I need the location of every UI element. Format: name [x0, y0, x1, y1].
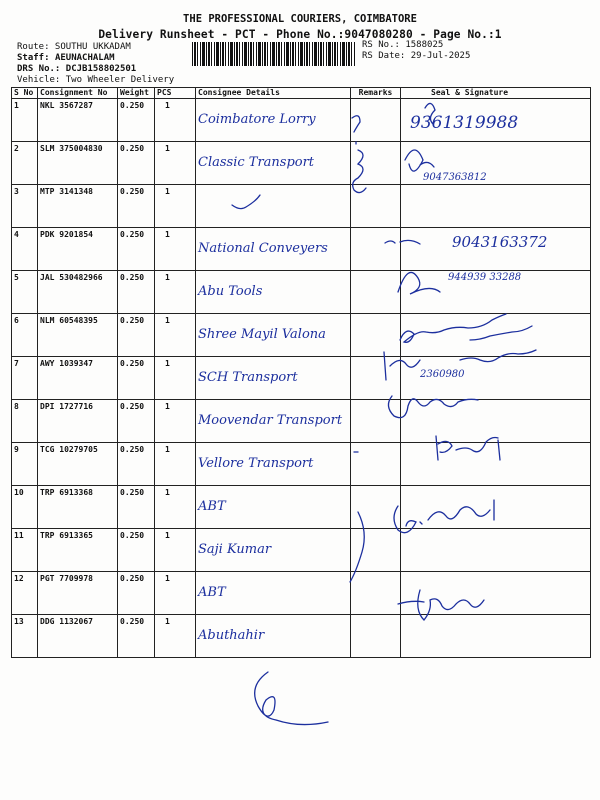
handwritten-consignee: Coimbatore Lorry: [198, 112, 316, 127]
col-seal-signature: Seal & Signature: [401, 88, 591, 99]
meta-right: [362, 40, 470, 62]
remarks-cell: [351, 271, 401, 314]
pcs-cell: 1: [155, 142, 196, 185]
consignment-cell: TRP 6913365: [38, 529, 118, 572]
sno-cell: 12: [12, 572, 38, 615]
handwritten-consignee: Moovendar Transport: [198, 413, 343, 428]
vehicle-line: Vehicle: Two Wheeler Delivery: [17, 75, 175, 85]
sno-cell: 7: [12, 357, 38, 400]
remarks-cell: [351, 357, 401, 400]
signature-cell: [401, 615, 591, 658]
phone-row7: 2360980: [420, 369, 465, 380]
consignee-cell: [196, 529, 351, 572]
table-row: [12, 572, 591, 615]
handwritten-consignee: SCH Transport: [198, 370, 298, 385]
consignee-cell: [196, 142, 351, 185]
signature-cell: [401, 142, 591, 185]
sno-cell: 9: [12, 443, 38, 486]
meta-left: [17, 42, 174, 86]
consignment-cell: NLM 60548395: [38, 314, 118, 357]
phone-row4: 9043163372: [452, 233, 548, 251]
pcs-cell: 1: [155, 572, 196, 615]
table-row: [12, 99, 591, 142]
sno-cell: 4: [12, 228, 38, 271]
signature-cell: [401, 228, 591, 271]
pcs-cell: 1: [155, 529, 196, 572]
consignment-cell: PGT 7709978: [38, 572, 118, 615]
table-row: [12, 357, 591, 400]
pcs-cell: 1: [155, 271, 196, 314]
consignment-cell: TCG 10279705: [38, 443, 118, 486]
pcs-cell: 1: [155, 400, 196, 443]
handwritten-consignee: Saji Kumar: [198, 542, 272, 557]
weight-cell: 0.250: [118, 314, 155, 357]
handwritten-consignee: Abuthahir: [198, 628, 265, 643]
handwritten-consignee: National Conveyers: [198, 241, 328, 256]
signature-cell: [401, 486, 591, 529]
consignee-cell: [196, 185, 351, 228]
weight-cell: 0.250: [118, 572, 155, 615]
table-row: [12, 142, 591, 185]
handwritten-consignee: Classic Transport: [198, 155, 315, 170]
pcs-cell: 1: [155, 443, 196, 486]
sno-cell: 3: [12, 185, 38, 228]
consignee-cell: [196, 357, 351, 400]
col-consignee: Consignee Details: [196, 88, 351, 99]
table-row: [12, 228, 591, 271]
company-title: THE PROFESSIONAL COURIERS, COIMBATORE: [183, 13, 417, 25]
weight-cell: 0.250: [118, 228, 155, 271]
table-header-row: [12, 88, 591, 99]
sno-cell: 10: [12, 486, 38, 529]
consignee-cell: [196, 615, 351, 658]
sno-cell: 6: [12, 314, 38, 357]
signature-cell: [401, 357, 591, 400]
remarks-cell: [351, 185, 401, 228]
consignee-cell: [196, 271, 351, 314]
remarks-cell: [351, 142, 401, 185]
consignee-cell: [196, 228, 351, 271]
consignee-cell: [196, 486, 351, 529]
table-row: [12, 529, 591, 572]
remarks-cell: [351, 228, 401, 271]
weight-cell: 0.250: [118, 142, 155, 185]
col-remarks: Remarks: [351, 88, 401, 99]
weight-cell: 0.250: [118, 529, 155, 572]
weight-cell: 0.250: [118, 271, 155, 314]
bottom-scribble: [255, 672, 328, 725]
signature-cell: [401, 572, 591, 615]
signature-cell: [401, 529, 591, 572]
route-line: Route: SOUTHU UKKADAM: [17, 42, 131, 52]
table-row: [12, 185, 591, 228]
table-row: [12, 314, 591, 357]
table-row: [12, 443, 591, 486]
col-sno: S No: [12, 88, 38, 99]
weight-cell: 0.250: [118, 443, 155, 486]
weight-cell: 0.250: [118, 615, 155, 658]
rs-date: RS Date: 29-Jul-2025: [362, 51, 471, 61]
col-consignment-no: Consignment No: [38, 88, 118, 99]
col-weight: Weight: [118, 88, 155, 99]
consignment-cell: SLM 375004830: [38, 142, 118, 185]
consignee-cell: [196, 572, 351, 615]
table-row: [12, 271, 591, 314]
table-row: [12, 486, 591, 529]
pcs-cell: 1: [155, 615, 196, 658]
pcs-cell: 1: [155, 99, 196, 142]
consignee-cell: [196, 314, 351, 357]
consignee-cell: [196, 400, 351, 443]
drs-line: DRS No.: DCJB158802501: [17, 64, 137, 74]
remarks-cell: [351, 443, 401, 486]
remarks-cell: [351, 615, 401, 658]
consignment-cell: NKL 3567287: [38, 99, 118, 142]
handwritten-consignee: Vellore Transport: [198, 456, 314, 471]
signature-cell: [401, 314, 591, 357]
sno-cell: 13: [12, 615, 38, 658]
handwritten-consignee: ABT: [198, 499, 226, 514]
weight-cell: 0.250: [118, 400, 155, 443]
remarks-cell: [351, 529, 401, 572]
remarks-cell: [351, 572, 401, 615]
consignment-cell: MTP 3141348: [38, 185, 118, 228]
consignment-cell: AWY 1039347: [38, 357, 118, 400]
handwritten-consignee: ABT: [198, 585, 226, 600]
signature-cell: [401, 99, 591, 142]
remarks-cell: [351, 99, 401, 142]
pcs-cell: 1: [155, 357, 196, 400]
staff-line: Staff: AEUNACHALAM: [17, 53, 115, 63]
col-pcs: PCS: [155, 88, 196, 99]
remarks-cell: [351, 486, 401, 529]
phone-row1: 9361319988: [410, 113, 519, 133]
weight-cell: 0.250: [118, 185, 155, 228]
remarks-cell: [351, 314, 401, 357]
phone-row5: 944939 33288: [448, 272, 522, 283]
handwritten-consignee: Shree Mayil Valona: [198, 327, 326, 342]
phone-row2: 9047363812: [423, 172, 487, 183]
signature-cell: [401, 271, 591, 314]
table-row: [12, 615, 591, 658]
pcs-cell: 1: [155, 314, 196, 357]
consignment-cell: TRP 6913368: [38, 486, 118, 529]
sno-cell: 5: [12, 271, 38, 314]
consignment-cell: JAL 530482966: [38, 271, 118, 314]
runsheet-subtitle: Delivery Runsheet - PCT - Phone No.:9047080280 - Page No.:1: [98, 28, 502, 41]
pcs-cell: 1: [155, 228, 196, 271]
consignee-cell: [196, 443, 351, 486]
sno-cell: 1: [12, 99, 38, 142]
consignment-cell: PDK 9201854: [38, 228, 118, 271]
table-row: [12, 400, 591, 443]
sno-cell: 8: [12, 400, 38, 443]
weight-cell: 0.250: [118, 486, 155, 529]
signature-cell: [401, 400, 591, 443]
weight-cell: 0.250: [118, 357, 155, 400]
consignee-cell: [196, 99, 351, 142]
signature-cell: [401, 185, 591, 228]
remarks-cell: [351, 400, 401, 443]
barcode: [192, 42, 356, 66]
runsheet-table: [11, 87, 591, 658]
sno-cell: 11: [12, 529, 38, 572]
signature-cell: [401, 443, 591, 486]
weight-cell: 0.250: [118, 99, 155, 142]
consignment-cell: DPI 1727716: [38, 400, 118, 443]
pcs-cell: 1: [155, 486, 196, 529]
consignment-cell: DDG 1132067: [38, 615, 118, 658]
pcs-cell: 1: [155, 185, 196, 228]
handwritten-consignee: Abu Tools: [198, 284, 263, 299]
sno-cell: 2: [12, 142, 38, 185]
rs-no: RS No.: 1588025: [362, 40, 444, 50]
